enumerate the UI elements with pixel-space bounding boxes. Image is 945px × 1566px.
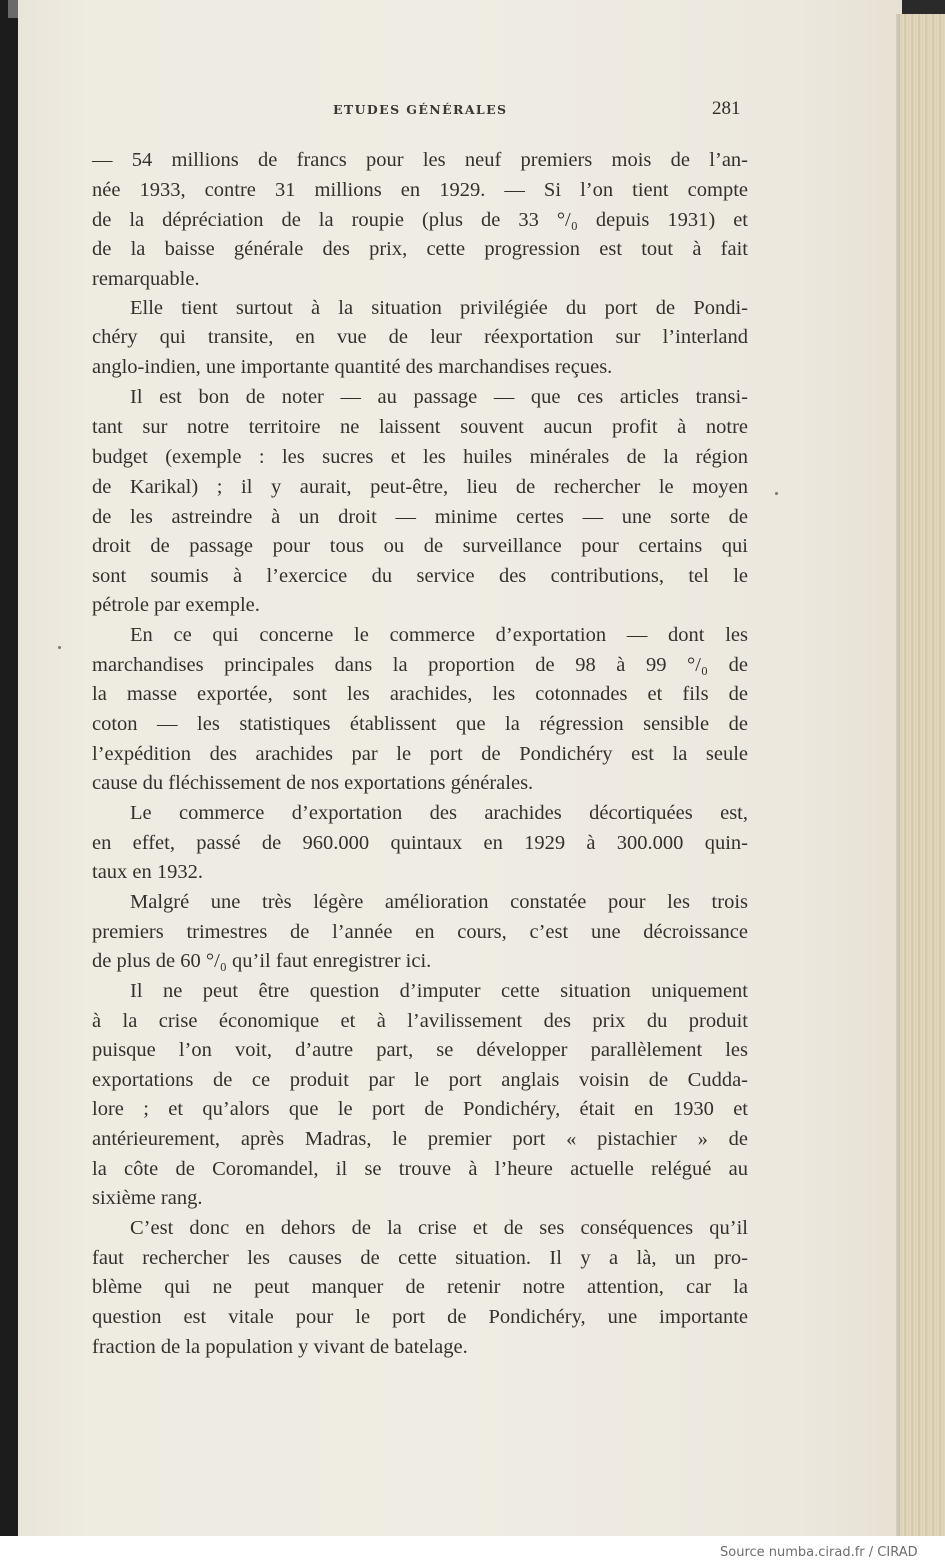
text-line: l’expédition des arachides par le port de Pondichéry est la seule xyxy=(92,743,748,765)
text-line: coton — les statistiques établissent que la régression sensible de xyxy=(92,713,748,735)
text-line: la masse exportée, sont les arachides, les cotonnades et fils de xyxy=(92,683,748,705)
text-line: de plus de 60 °/₀ qu’il faut enregistrer ici. xyxy=(92,950,432,972)
text-line: remarquable. xyxy=(92,268,200,290)
page-stack-edge xyxy=(900,14,945,1536)
text-line: exportations de ce produit par le port anglais voisin de Cudda- xyxy=(92,1069,748,1091)
text-line: chéry qui transite, en vue de leur réexportation sur l’interland xyxy=(92,326,748,348)
running-head: ETUDES GÉNÉRALES xyxy=(333,102,508,117)
text-line: née 1933, contre 31 millions en 1929. — Si l’on tient compte xyxy=(92,179,748,201)
text-line: C’est donc en dehors de la crise et de ses conséquences qu’il xyxy=(130,1217,748,1239)
text-line: pétrole par exemple. xyxy=(92,594,260,616)
text-line: Le commerce d’exportation des arachides décortiquées est, xyxy=(130,802,748,824)
text-line: marchandises principales dans la proportion de 98 à 99 °/₀ de xyxy=(92,654,748,676)
text-line: — 54 millions de francs pour les neuf premiers mois de l’an- xyxy=(92,149,748,171)
text-line: Elle tient surtout à la situation privilégiée du port de Pondi- xyxy=(130,297,748,319)
text-line: Malgré une très légère amélioration constatée pour les trois xyxy=(130,891,748,913)
text-line: de la dépréciation de la roupie (plus de 33 °/₀ depuis 1931) et xyxy=(92,209,748,231)
text-line: fraction de la population y vivant de batelage. xyxy=(92,1336,468,1358)
text-line: faut rechercher les causes de cette situation. Il y a là, un pro- xyxy=(92,1247,748,1269)
text-line: Il est bon de noter — au passage — que ces articles transi- xyxy=(130,386,748,408)
text-line: budget (exemple : les sucres et les huiles minérales de la région xyxy=(92,446,748,468)
text-line: de Karikal) ; il y aurait, peut-être, lieu de rechercher le moyen xyxy=(92,476,748,498)
text-line: blème qui ne peut manquer de retenir notre attention, car la xyxy=(92,1276,748,1298)
text-line: puisque l’on voit, d’autre part, se développer parallèlement les xyxy=(92,1039,748,1061)
text-line: de la baisse générale des prix, cette progression est tout à fait xyxy=(92,238,748,260)
text-line: de les astreindre à un droit — minime certes — une sorte de xyxy=(92,506,748,528)
text-line: anglo-indien, une importante quantité des marchandises reçues. xyxy=(92,356,613,378)
binding-strip-highlight xyxy=(8,0,18,18)
text-line: tant sur notre territoire ne laissent souvent aucun profit à notre xyxy=(92,416,748,438)
text-line: à la crise économique et à l’avilissement des prix du produit xyxy=(92,1010,748,1032)
ink-speck xyxy=(58,646,61,649)
ink-speck xyxy=(775,492,778,495)
text-line: droit de passage pour tous ou de surveillance pour certains qui xyxy=(92,535,748,557)
text-line: taux en 1932. xyxy=(92,861,204,883)
text-line: Il ne peut être question d’imputer cette situation uniquement xyxy=(130,980,748,1002)
text-line: cause du fléchissement de nos exportations générales. xyxy=(92,772,534,794)
binding-strip xyxy=(0,0,18,1536)
page-number: 281 xyxy=(712,98,741,119)
text-line: antérieurement, après Madras, le premier port « pistachier » de xyxy=(92,1128,748,1150)
text-line: premiers trimestres de l’année en cours, c’est une décroissance xyxy=(92,921,748,943)
text-line: question est vitale pour le port de Pondichéry, une importante xyxy=(92,1306,748,1328)
text-line: la côte de Coromandel, il se trouve à l’heure actuelle relégué au xyxy=(92,1158,748,1180)
text-line: sixième rang. xyxy=(92,1187,203,1209)
text-line: en effet, passé de 960.000 quintaux en 1929 à 300.000 quin- xyxy=(92,832,748,854)
text-line: sont soumis à l’exercice du service des contributions, tel le xyxy=(92,565,748,587)
text-line: En ce qui concerne le commerce d’exportation — dont les xyxy=(130,624,748,646)
source-credit: Source numba.cirad.fr / CIRAD xyxy=(720,1545,918,1560)
text-line: lore ; et qu’alors que le port de Pondichéry, était en 1930 et xyxy=(92,1098,748,1120)
